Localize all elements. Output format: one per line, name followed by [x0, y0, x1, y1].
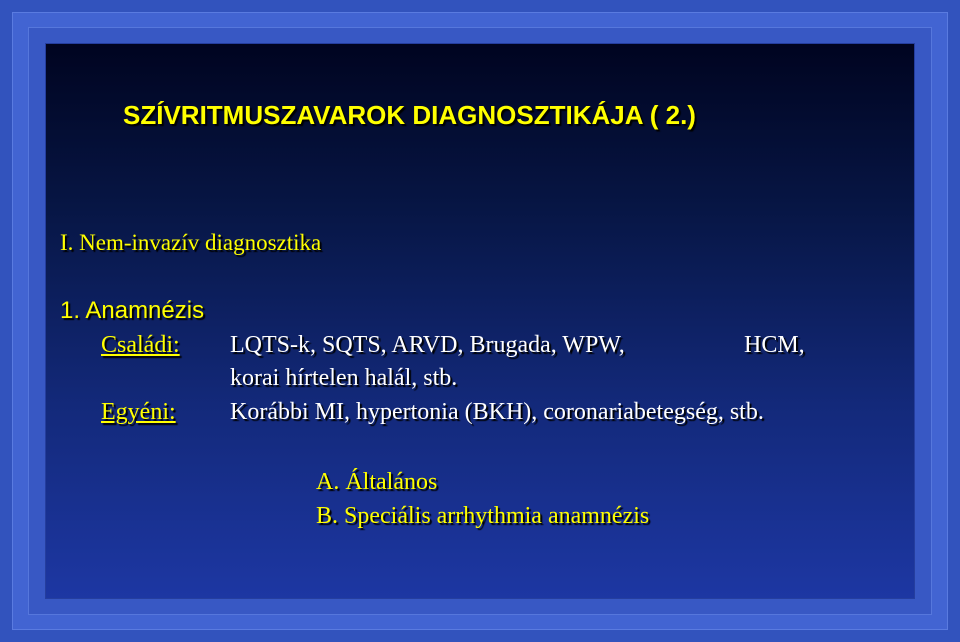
- individual-history-text: Korábbi MI, hypertonia (BKH), coronariabetegség, stb.: [230, 399, 764, 425]
- list-item-general: A. Általános: [316, 469, 438, 495]
- subsection-heading: 1. Anamnézis: [60, 297, 205, 324]
- section-heading: I. Nem-invazív diagnosztika: [60, 230, 322, 255]
- family-history-line-1-end: HCM,: [744, 332, 805, 358]
- family-history-label: Családi:: [101, 332, 180, 358]
- family-history-line-2: korai hírtelen halál, stb.: [230, 365, 458, 391]
- family-history-line-1: LQTS-k, SQTS, ARVD, Brugada, WPW,: [230, 332, 625, 358]
- list-item-special: B. Speciális arrhythmia anamnézis: [316, 503, 650, 529]
- slide-title: SZÍVRITMUSZAVAROK DIAGNOSZTIKÁJA ( 2.): [123, 100, 696, 130]
- individual-history-label: Egyéni:: [101, 399, 176, 425]
